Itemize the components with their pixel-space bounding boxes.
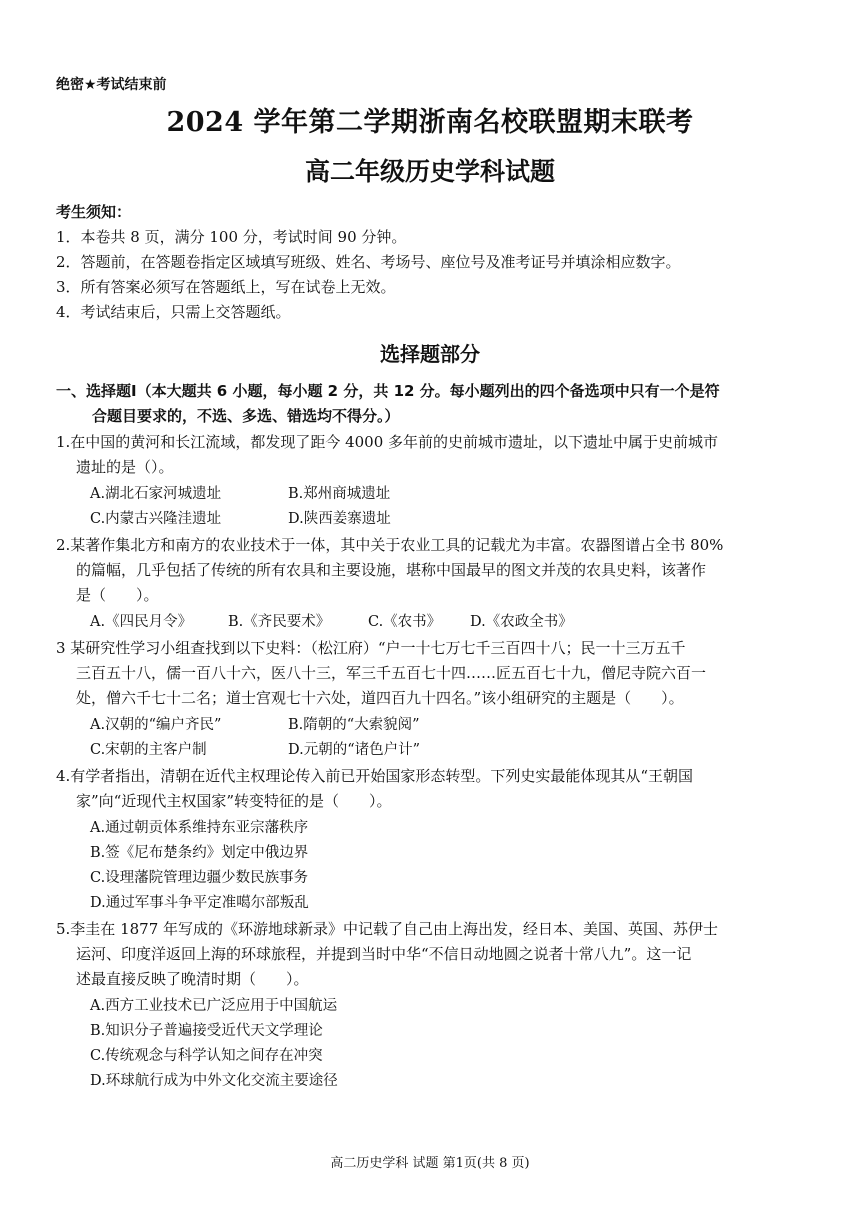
option-b: B.知识分子普遍接受近代天文学理论 xyxy=(90,1023,323,1039)
option-d: D.环球航行成为中外文化交流主要途径 xyxy=(90,1073,338,1089)
option-c: C.内蒙古兴隆洼遗址 xyxy=(90,511,222,527)
page-footer: 高二历史学科 试题 第1页(共 8 页) xyxy=(330,1156,530,1171)
question-line: 运河、印度洋返回上海的环球旅程，并提到当时中华“不信日动地圆之说者十常八九”。这一记 xyxy=(76,945,692,963)
question-line: 2.某著作集北方和南方的农业技术于一体，其中关于农业工具的记载尤为丰富。农器图谱占全书 80% xyxy=(56,536,724,554)
option-b: B.签《尼布楚条约》划定中俄边界 xyxy=(90,845,309,861)
notice-item: 2．答题前，在答题卷指定区域填写班级、姓名、考场号、座位号及准考证号并填涂相应数字。 xyxy=(56,253,681,271)
option-a: A.通过朝贡体系维持东亚宗藩秩序 xyxy=(90,820,309,836)
question-line: 三百五十八，儒一百八十六，医八十三，军三千五百七十四……匠五百七十九，僧尼寺院六百一 xyxy=(76,664,707,682)
option-d: D.陕西姜寨遗址 xyxy=(288,511,391,527)
question-line: 3 某研究性学习小组查找到以下史料：（松江府）“户一十七万七千三百四十八；民一十三万五千 xyxy=(56,639,686,657)
part-heading-line: 一、选择题Ⅰ（本大题共 6 小题，每小题 2 分，共 12 分。每小题列出的四个备选项中只有一个是符 xyxy=(56,382,720,400)
question-line: 1.在中国的黄河和长江流域，都发现了距今 4000 多年前的史前城市遗址，以下遗址中属于史前城市 xyxy=(56,433,719,451)
question-line: 的篇幅，几乎包括了传统的所有农具和主要设施，堪称中国最早的图文并茂的农具史料，该著作 xyxy=(76,561,707,579)
option-b: B.隋朝的“大索貌阅” xyxy=(288,717,420,733)
option-b: B.郑州商城遗址 xyxy=(288,486,391,502)
option-c: C.设理藩院管理边疆少数民族事务 xyxy=(90,870,309,886)
notice-item: 4．考试结束后，只需上交答题纸。 xyxy=(56,303,291,321)
section-title: 选择题部分 xyxy=(380,342,480,366)
notice-item: 1．本卷共 8 页，满分 100 分，考试时间 90 分钟。 xyxy=(56,228,407,246)
option-b: B.《齐民要术》 xyxy=(228,614,331,630)
option-d: D.元朝的“诸色户计” xyxy=(288,742,421,758)
option-d: D.《农政全书》 xyxy=(470,614,573,630)
option-c: C.宋朝的主客户制 xyxy=(90,742,207,758)
question-line: 处，僧六千七十二名；道士宫观七十六处，道四百九十四名。”该小组研究的主题是（ ）。 xyxy=(76,689,684,707)
option-a: A.汉朝的“编户齐民” xyxy=(90,717,222,733)
option-a: A.《四民月令》 xyxy=(90,614,193,630)
part-heading-line: 合题目要求的，不选、多选、错选均不得分。） xyxy=(92,407,400,425)
option-a: A.西方工业技术已广泛应用于中国航运 xyxy=(90,998,338,1014)
exam-subtitle: 高二年级历史学科试题 xyxy=(304,157,555,186)
question-line: 是（ ）。 xyxy=(76,586,159,604)
question-line: 4.有学者指出，清朝在近代主权理论传入前已开始国家形态转型。下列史实最能体现其从“王朝国 xyxy=(56,767,693,785)
question-line: 5.李圭在 1877 年写成的《环游地球新录》中记载了自己由上海出发，经日本、美国、英国、苏伊士 xyxy=(56,920,719,938)
question-line: 家”向“近现代主权国家”转变特征的是（ ）。 xyxy=(76,792,392,810)
option-a: A.湖北石家河城遗址 xyxy=(90,486,222,502)
option-c: C.《农书》 xyxy=(368,614,442,630)
question-line: 遗址的是（）。 xyxy=(76,458,174,476)
notice-title: 考生须知： xyxy=(56,203,132,221)
confidential-label: 绝密★考试结束前 xyxy=(56,77,167,93)
option-d: D.通过军事斗争平定准噶尔部叛乱 xyxy=(90,895,309,911)
exam-title: 2024 学年第二学期浙南名校联盟期末联考 xyxy=(166,107,694,138)
question-line: 述最直接反映了晚清时期（ ）。 xyxy=(76,970,309,988)
notice-item: 3．所有答案必须写在答题纸上，写在试卷上无效。 xyxy=(56,278,396,296)
option-c: C.传统观念与科学认知之间存在冲突 xyxy=(90,1048,323,1064)
